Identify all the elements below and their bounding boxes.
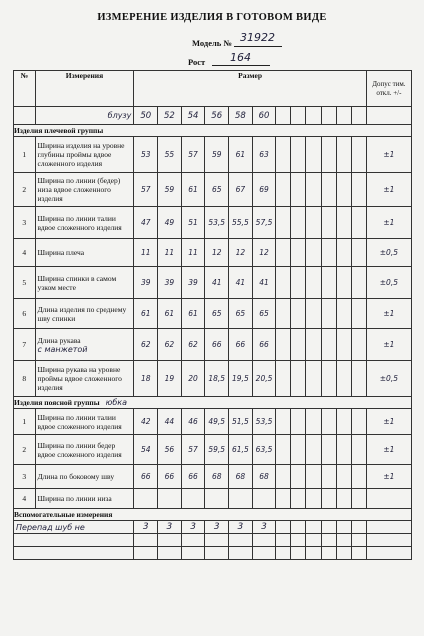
size-value-cell: 61 [229, 137, 253, 173]
blank-cell [351, 547, 366, 560]
blank-cell [291, 534, 306, 547]
sizes-row [14, 107, 412, 125]
size-54: 54 [181, 107, 205, 125]
size-value-cell: 56 [158, 435, 182, 465]
table-row [14, 329, 412, 361]
row-measure-name [35, 239, 134, 267]
size-value-cell: 41 [205, 267, 229, 299]
blank-cell [276, 137, 291, 173]
size-58: 58 [229, 107, 253, 125]
blank-cell [336, 547, 351, 560]
size-value-cell: 51 [181, 207, 205, 239]
size-value-cell: 18,5 [205, 361, 229, 397]
blank-cell [351, 435, 366, 465]
section-lower-note: юбка [105, 398, 128, 407]
blank-cell [306, 137, 321, 173]
blank-cell [336, 521, 351, 534]
size-value-cell: 19,5 [229, 361, 253, 397]
table-row [14, 435, 412, 465]
blank-cell [336, 299, 351, 329]
blank-cell [276, 435, 291, 465]
size-value-cell: 66 [205, 329, 229, 361]
model-number: 31922 [240, 31, 275, 44]
page-title: ИЗМЕРЕНИЕ ИЗДЕЛИЯ В ГОТОВОМ ВИДЕ [97, 12, 327, 23]
size-value-cell: 20 [181, 361, 205, 397]
size-value-cell: 68 [205, 465, 229, 489]
size-value-cell: 20,5 [252, 361, 276, 397]
measurement-table [13, 70, 412, 560]
size-value-cell: 19 [158, 361, 182, 397]
measure-name-text: Длина рукава [37, 335, 81, 345]
blank-cell [158, 534, 182, 547]
size-value-cell: 65 [252, 299, 276, 329]
blank-cell [306, 207, 321, 239]
measure-name-text: Ширина плеча [37, 248, 85, 257]
blank-cell [252, 547, 276, 560]
row-number: 4 [14, 239, 36, 267]
blank-cell [336, 534, 351, 547]
blank-cell [336, 465, 351, 489]
size-value-cell: 57 [134, 173, 158, 207]
size-value-cell: 12 [205, 239, 229, 267]
section-lower-label: Изделия поясной группы [14, 398, 100, 407]
measure-name-text: Ширина по линии (бедер) низа вдвое сложенного изделия [37, 176, 121, 203]
table-row [14, 489, 412, 509]
row-measure-name [35, 435, 134, 465]
row-number: 8 [14, 361, 36, 397]
blank-cell [321, 489, 336, 509]
blank-cell [276, 465, 291, 489]
blank-cell [336, 489, 351, 509]
size-value-cell: 12 [229, 239, 253, 267]
measure-name-text: Ширина рукава на уровне проймы вдвое сложенного изделия [37, 365, 122, 392]
height-value: 164 [230, 51, 251, 64]
blank-cell [291, 435, 306, 465]
size-value-cell: 61 [158, 299, 182, 329]
model-underline [234, 46, 282, 47]
tolerance-cell: ±1 [366, 409, 411, 435]
blank-cell [336, 435, 351, 465]
size-52: 52 [158, 107, 182, 125]
blank-cell [276, 547, 291, 560]
size-value-cell: 67 [229, 173, 253, 207]
sizes-note: блузу [107, 111, 132, 120]
size-value-cell: 61 [181, 173, 205, 207]
aux-value-cell: 3 [252, 521, 276, 534]
empty-row [14, 534, 412, 547]
blank-cell [291, 299, 306, 329]
size-value-cell: 69 [252, 173, 276, 207]
size-value-cell: 47 [134, 207, 158, 239]
row-number: 5 [14, 267, 36, 299]
size-value-cell: 11 [181, 239, 205, 267]
row-measure-name [35, 329, 134, 361]
blank-cell [205, 547, 229, 560]
blank-cell [351, 299, 366, 329]
blank-cell [306, 534, 321, 547]
aux-value-cell: 3 [134, 521, 158, 534]
aux-row [14, 521, 412, 534]
size-value-cell [229, 489, 253, 509]
blank-cell [276, 521, 291, 534]
tolerance-cell: ±1 [366, 329, 411, 361]
blank-cell [321, 465, 336, 489]
blank-cell [336, 239, 351, 267]
blank-cell [321, 299, 336, 329]
height-label: Рост [188, 57, 206, 67]
blank-cell [336, 329, 351, 361]
aux-name-cell [14, 521, 134, 534]
col-header-measure: Измерения [35, 71, 134, 107]
blank-cell [366, 534, 411, 547]
table-row [14, 173, 412, 207]
blank-cell [351, 239, 366, 267]
size-value-cell: 11 [134, 239, 158, 267]
size-value-cell: 65 [229, 299, 253, 329]
blank-cell [351, 534, 366, 547]
blank-cell [351, 329, 366, 361]
size-value-cell: 65 [205, 299, 229, 329]
table-row [14, 361, 412, 397]
measure-name-text: Ширина спинки в самом узком месте [37, 273, 117, 292]
blank-cell [351, 207, 366, 239]
blank-cell [134, 534, 158, 547]
measure-name-text: Ширина по линии талии вдвое сложенного изделия [37, 412, 122, 431]
blank-cell [321, 329, 336, 361]
size-value-cell: 68 [252, 465, 276, 489]
blank-cell [351, 489, 366, 509]
blank-cell [351, 267, 366, 299]
table-row [14, 207, 412, 239]
blank-cell [321, 547, 336, 560]
blank-cell [291, 465, 306, 489]
row-measure-name [35, 173, 134, 207]
size-value-cell: 39 [134, 267, 158, 299]
row-measure-name [35, 267, 134, 299]
measure-name-note: с манжетой [37, 344, 88, 354]
blank-cell [336, 207, 351, 239]
blank-cell [351, 173, 366, 207]
size-value-cell [158, 489, 182, 509]
measure-name-text: Ширина изделия на уровне глубины проймы вдвое сложенного изделия [37, 141, 125, 168]
size-value-cell: 66 [158, 465, 182, 489]
blank-cell [229, 547, 253, 560]
blank-cell [351, 409, 366, 435]
row-number: 2 [14, 435, 36, 465]
size-value-cell [181, 489, 205, 509]
row-measure-name [35, 137, 134, 173]
blank-cell [291, 361, 306, 397]
aux-name: Перепад шуб не [16, 522, 85, 532]
size-value-cell: 68 [229, 465, 253, 489]
blank-cell [276, 173, 291, 207]
size-value-cell: 61 [181, 299, 205, 329]
blank-cell [336, 267, 351, 299]
blank-cell [321, 267, 336, 299]
size-value-cell: 18 [134, 361, 158, 397]
blank-cell [306, 435, 321, 465]
tolerance-cell: ±1 [366, 465, 411, 489]
size-value-cell: 57 [181, 435, 205, 465]
size-value-cell: 62 [158, 329, 182, 361]
row-number: 1 [14, 409, 36, 435]
size-value-cell: 62 [181, 329, 205, 361]
blank-cell [291, 409, 306, 435]
tolerance-cell: ±1 [366, 207, 411, 239]
row-measure-name [35, 299, 134, 329]
size-50: 50 [134, 107, 158, 125]
blank-cell [306, 409, 321, 435]
blank-cell [181, 547, 205, 560]
tolerance-cell: ±0,5 [366, 361, 411, 397]
table-row [14, 267, 412, 299]
size-value-cell: 41 [252, 267, 276, 299]
blank-cell [321, 534, 336, 547]
blank-cell [306, 521, 321, 534]
size-56: 56 [205, 107, 229, 125]
size-value-cell: 66 [134, 465, 158, 489]
measure-name-text: Длина по боковому шву [37, 472, 115, 481]
blank-cell [276, 299, 291, 329]
blank-cell [306, 489, 321, 509]
blank-cell [306, 173, 321, 207]
row-measure-name [35, 361, 134, 397]
blank-cell [276, 207, 291, 239]
size-value-cell: 46 [181, 409, 205, 435]
blank-cell [181, 534, 205, 547]
blank-cell [306, 361, 321, 397]
size-value-cell: 55,5 [229, 207, 253, 239]
size-value-cell: 61,5 [229, 435, 253, 465]
blank-cell [321, 409, 336, 435]
blank-cell [321, 207, 336, 239]
row-number: 2 [14, 173, 36, 207]
row-number: 4 [14, 489, 36, 509]
blank-cell [276, 239, 291, 267]
blank-cell [291, 137, 306, 173]
blank-cell [276, 489, 291, 509]
size-value-cell: 54 [134, 435, 158, 465]
blank-cell [291, 489, 306, 509]
blank-cell [276, 409, 291, 435]
blank-cell [336, 137, 351, 173]
blank-cell [252, 534, 276, 547]
blank-cell [336, 409, 351, 435]
empty-row [14, 547, 412, 560]
blank-cell [14, 547, 134, 560]
blank-cell [291, 239, 306, 267]
size-value-cell: 12 [252, 239, 276, 267]
blank-cell [229, 534, 253, 547]
blank-cell [306, 329, 321, 361]
size-value-cell: 57,5 [252, 207, 276, 239]
tolerance-cell: ±0,5 [366, 267, 411, 299]
blank-cell [306, 547, 321, 560]
section-upper: Изделия плечевой группы [14, 125, 412, 137]
tolerance-cell [366, 489, 411, 509]
row-measure-name [35, 465, 134, 489]
size-value-cell [205, 489, 229, 509]
size-value-cell: 66 [252, 329, 276, 361]
size-value-cell: 53 [134, 137, 158, 173]
blank-cell [306, 267, 321, 299]
blank-cell [336, 173, 351, 207]
table-row [14, 465, 412, 489]
size-value-cell: 59,5 [205, 435, 229, 465]
measure-name-text: Ширина по линии бедер вдвое сложенного изделия [37, 440, 122, 459]
blank-cell [276, 267, 291, 299]
col-header-no: № [14, 71, 36, 107]
size-value-cell: 66 [181, 465, 205, 489]
size-value-cell: 62 [134, 329, 158, 361]
size-value-cell: 61 [134, 299, 158, 329]
section-aux: Вспомогательные измерения [14, 509, 412, 521]
blank-cell [291, 207, 306, 239]
row-number: 3 [14, 465, 36, 489]
size-value-cell: 63 [252, 137, 276, 173]
col-header-size: Размер [134, 71, 366, 107]
blank-cell [306, 465, 321, 489]
row-number: 7 [14, 329, 36, 361]
size-value-cell: 44 [158, 409, 182, 435]
size-value-cell: 66 [229, 329, 253, 361]
section-lower-row [14, 397, 412, 409]
size-value-cell: 65 [205, 173, 229, 207]
blank-cell [291, 521, 306, 534]
aux-value-cell: 3 [181, 521, 205, 534]
blank-cell [321, 521, 336, 534]
blank-cell [306, 239, 321, 267]
size-value-cell: 53,5 [252, 409, 276, 435]
size-value-cell: 55 [158, 137, 182, 173]
blank-cell [276, 329, 291, 361]
size-value-cell: 49 [158, 207, 182, 239]
blank-cell [336, 361, 351, 397]
blank-cell [321, 361, 336, 397]
tolerance-cell: ±1 [366, 173, 411, 207]
row-measure-name [35, 489, 134, 509]
blank-cell [158, 547, 182, 560]
aux-value-cell: 3 [158, 521, 182, 534]
table-row [14, 137, 412, 173]
blank-cell [134, 547, 158, 560]
blank-cell [321, 239, 336, 267]
size-value-cell: 39 [158, 267, 182, 299]
measure-name-text: Длина изделия по среднему шву спинки [37, 304, 127, 323]
size-value-cell: 39 [181, 267, 205, 299]
measure-name-text: Ширина по линии низа [37, 494, 112, 503]
blank-cell [351, 137, 366, 173]
col-header-tolerance: Допус тим. откл. +/- [366, 71, 411, 107]
blank-cell [291, 267, 306, 299]
size-value-cell [252, 489, 276, 509]
model-label: Модель № [192, 38, 232, 48]
tolerance-cell: ±1 [366, 299, 411, 329]
blank-cell [276, 534, 291, 547]
aux-value-cell: 3 [205, 521, 229, 534]
blank-cell [321, 435, 336, 465]
size-value-cell: 63,5 [252, 435, 276, 465]
blank-cell [351, 465, 366, 489]
table-row [14, 239, 412, 267]
blank-cell [366, 547, 411, 560]
size-value-cell: 59 [205, 137, 229, 173]
section-upper-row [14, 125, 412, 137]
blank-cell [291, 547, 306, 560]
row-number: 3 [14, 207, 36, 239]
table-row [14, 299, 412, 329]
blank-cell [291, 329, 306, 361]
blank-cell [276, 361, 291, 397]
size-value-cell: 41 [229, 267, 253, 299]
blank-cell [291, 173, 306, 207]
blank-cell [321, 173, 336, 207]
tolerance-cell: ±1 [366, 435, 411, 465]
measure-name-text: Ширина по линии талии вдвое сложенного изделия [37, 213, 122, 232]
size-value-cell: 57 [181, 137, 205, 173]
size-value-cell: 53,5 [205, 207, 229, 239]
row-measure-name [35, 409, 134, 435]
size-value-cell [134, 489, 158, 509]
blank-cell [14, 534, 134, 547]
row-measure-name [35, 207, 134, 239]
blank-cell [351, 361, 366, 397]
size-value-cell: 59 [158, 173, 182, 207]
tolerance-cell: ±1 [366, 137, 411, 173]
row-number: 6 [14, 299, 36, 329]
size-60: 60 [252, 107, 276, 125]
size-value-cell: 11 [158, 239, 182, 267]
table-row [14, 409, 412, 435]
size-value-cell: 51,5 [229, 409, 253, 435]
blank-cell [321, 137, 336, 173]
size-value-cell: 49,5 [205, 409, 229, 435]
aux-value-cell: 3 [229, 521, 253, 534]
section-lower [14, 397, 412, 409]
blank-cell [306, 299, 321, 329]
blank-cell [205, 534, 229, 547]
tolerance-cell: ±0,5 [366, 239, 411, 267]
row-number: 1 [14, 137, 36, 173]
size-value-cell: 42 [134, 409, 158, 435]
height-underline [212, 65, 270, 66]
section-aux-row [14, 509, 412, 521]
blank-cell [351, 521, 366, 534]
blank-cell [366, 521, 411, 534]
